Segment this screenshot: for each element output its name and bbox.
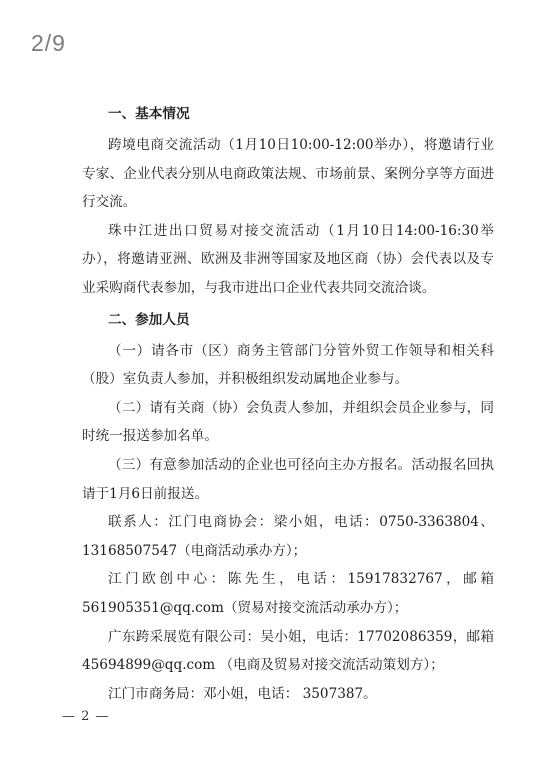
contact-commerce-bureau: 江门市商务局：邓小姐，电话： 3507387。	[108, 685, 377, 702]
contact-ecommerce-association: 联系人：江门电商协会：梁小姐，电话：0750-3363804、13168507547（电商活动承办方）；	[82, 514, 494, 559]
paragraph-participants-3: （三）有意参加活动的企业也可径向主办方报名。活动报名回执请于1月6日前报送。	[82, 456, 494, 502]
page-counter: 2/9	[31, 30, 66, 56]
paragraph-cross-border-ecommerce: 跨境电商交流活动（1月10日10:00-12:00举办），将邀请行业专家、企业代表分别从电商政策法规、市场前景、案例分享等方面进行交流。	[82, 137, 494, 211]
page-number: — 2 —	[62, 709, 110, 724]
contact-innovation-center: 江门欧创中心：陈先生，电话：15917832767，邮箱561905351@qq.com（贸易对接交流活动承办方）；	[82, 571, 494, 616]
paragraph-participants-1: （一）请各市（区）商务主管部门分管外贸工作领导和相关科（股）室负责人参加，并积极组织发动属地企业参与。	[82, 342, 494, 388]
paragraph-trade-matchmaking: 珠中江进出口贸易对接交流活动（1月10日14:00-16:30举办），将邀请亚洲、欧洲及非洲等国家及地区商（协）会代表以及专业采购商代表参加，与我市进出口企业代表共同交流洽谈。	[82, 222, 494, 296]
section-heading-basic-info: 一、基本情况	[108, 106, 190, 122]
document-body	[82, 97, 494, 708]
section-heading-participants: 二、参加人员	[108, 311, 190, 328]
contact-exhibition-company: 广东跨采展览有限公司：吴小姐，电话：17702086359，邮箱45694899@qq.com （电商及贸易对接交流活动策划方）；	[82, 628, 494, 674]
paragraph-participants-2: （二）请有关商（协）会负责人参加，并组织会员企业参与，同时统一报送参加名单。	[82, 399, 494, 445]
